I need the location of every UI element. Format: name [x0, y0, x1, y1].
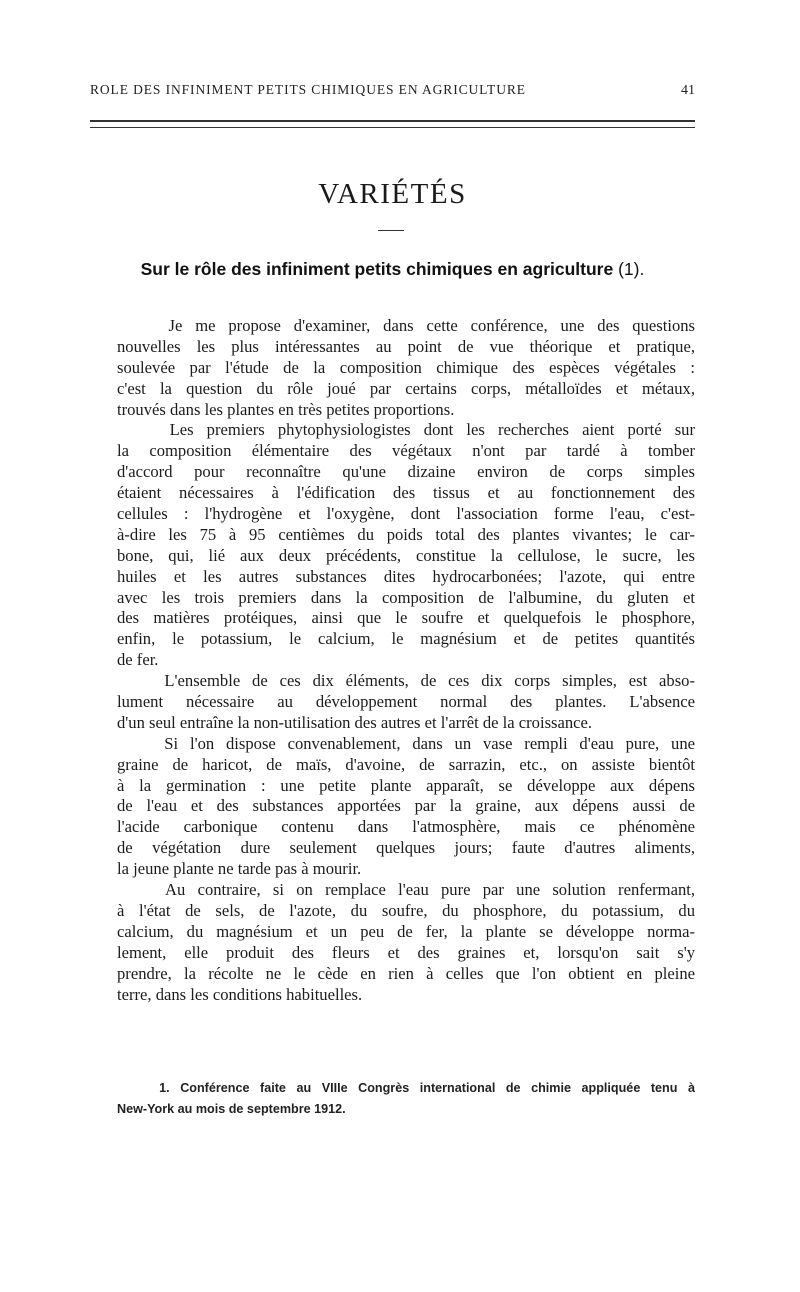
body-line: graine de haricot, de maïs, d'avoine, de sarrazin, etc., on assiste bientôt — [117, 754, 695, 774]
body-line: la composition élémentaire des végétaux n'ont par tardé à tomber — [117, 441, 695, 461]
body-line: à-dire les 75 à 95 centièmes du poids total des plantes vivantes; le car- — [117, 524, 695, 544]
header-double-rule — [90, 120, 695, 128]
body-line: de végétation dure seulement quelques jours; faute d'autres aliments, — [117, 838, 695, 858]
body-line: cellules : l'hydrogène et l'oxygène, dont l'association forme l'eau, c'est- — [117, 504, 695, 524]
body-line: huiles et les autres substances dites hydrocarbonées; l'azote, qui entre — [117, 566, 695, 586]
footnote-line: 1. Conférence faite au VIIIe Congrès international de chimie appliquée tenu à — [117, 1081, 695, 1095]
body-line: bone, qui, lié aux deux précédents, constitue la cellulose, le sucre, les — [117, 545, 695, 565]
footnote — [117, 1078, 695, 1120]
section-title: VARIÉTÉS — [318, 178, 467, 210]
body-line: Je me propose d'examiner, dans cette conférence, une des questions — [117, 316, 695, 335]
body-line: calcium, du magnésium et un peu de fer, la plante se développe norma- — [117, 921, 695, 941]
body-line: à l'état de sels, de l'azote, du soufre, du phosphore, du potassium, du — [117, 900, 695, 920]
body-line: de fer. — [117, 650, 159, 670]
body-line: c'est la question du rôle joué par certains corps, métalloïdes et métaux, — [117, 378, 695, 398]
body-line: Si l'on dispose convenablement, dans un vase rempli d'eau pure, une — [117, 733, 695, 753]
body-line: étaient nécessaires à l'édification des tissus et au fonctionnement des — [117, 483, 695, 503]
body-line: lement, elle produit des fleurs et des graines et, lorsqu'on sait s'y — [117, 942, 695, 962]
footnote-line: New-York au mois de septembre 1912. — [117, 1102, 346, 1116]
body-line: Au contraire, si on remplace l'eau pure par une solution renfermant, — [117, 880, 695, 900]
body-line: L'ensemble de ces dix éléments, de ces dix corps simples, est abso- — [117, 671, 695, 691]
page-number: 41 — [681, 83, 695, 98]
body-line: avec les trois premiers dans la composition de l'albumine, du gluten et — [117, 587, 695, 607]
article-title — [90, 259, 695, 280]
body-line: d'un seul entraîne la non-utilisation des autres et l'arrêt de la croissance. — [117, 712, 593, 732]
body-line: nouvelles les plus intéressantes au point de vue théorique et pratique, — [117, 336, 695, 356]
running-title: ROLE DES INFINIMENT PETITS CHIMIQUES EN AGRICULTURE — [90, 82, 526, 97]
body-line: d'accord pour reconnaître qu'une dizaine environ de corps simples — [117, 462, 695, 482]
section-title-rule — [378, 230, 404, 231]
body-line: la jeune plante ne tarde pas à mourir. — [117, 859, 362, 879]
article-footnote-marker: (1). — [618, 259, 645, 279]
body-line: de l'eau et des substances apportées par la graine, aux dépens aussi de — [117, 796, 695, 816]
body-line: terre, dans les conditions habituelles. — [117, 984, 363, 1004]
article-body — [117, 316, 695, 1005]
running-head — [90, 82, 695, 99]
body-line: l'acide carbonique contenu dans l'atmosphère, mais ce phénomène — [117, 817, 695, 837]
body-line: enfin, le potassium, le calcium, le magnésium et de petites quantités — [117, 629, 695, 649]
article-title-text: Sur le rôle des infiniment petits chimiques en agriculture — [140, 259, 614, 279]
body-line: lument nécessaire au développement normal des plantes. L'absence — [117, 692, 695, 712]
body-line: prendre, la récolte ne le cède en rien à celles que l'on obtient en pleine — [117, 963, 695, 983]
body-line: Les premiers phytophysiologistes dont les recherches aient porté sur — [117, 420, 695, 440]
body-line: trouvés dans les plantes en très petites proportions. — [117, 399, 455, 419]
body-line: soulevée par l'étude de la composition chimique des espèces végétales : — [117, 357, 695, 377]
body-line: des matières protéiques, ainsi que le soufre et quelquefois le phosphore, — [117, 608, 695, 628]
body-line: à la germination : une petite plante apparaît, se développe aux dépens — [117, 775, 695, 795]
